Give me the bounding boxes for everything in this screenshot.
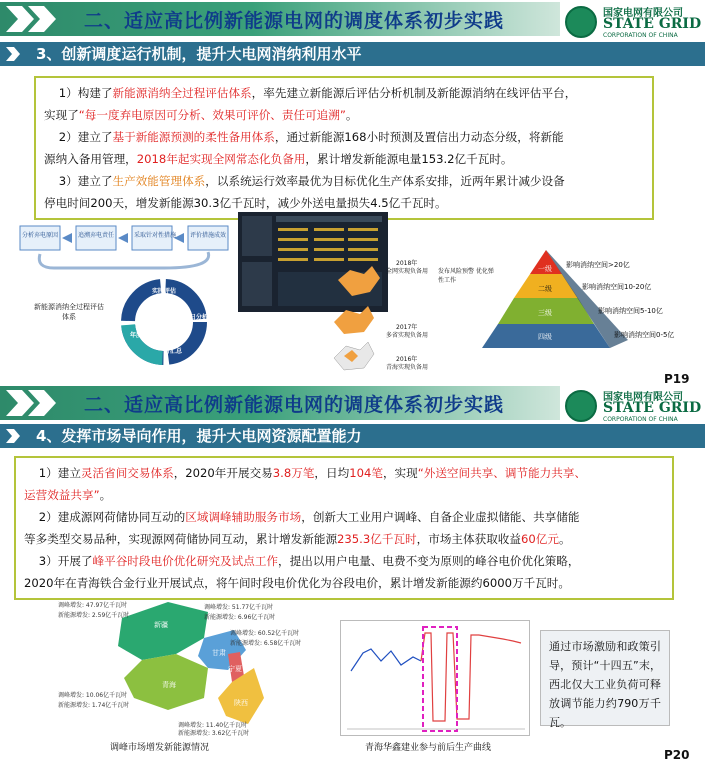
slide1-para2: 2）建立了基于新能源预测的柔性备用体系，通过新能源168小时预测及置信出力动态分级，将新能 — [58, 130, 564, 144]
logo-en-text: STATE GRID — [603, 16, 702, 32]
pyramid-level-1: 一级 — [538, 265, 552, 273]
flow-step-2: 追溯弃电责任 — [78, 232, 115, 239]
logo-en-text: STATE GRID — [603, 400, 702, 416]
year-2017: 2017年 — [396, 324, 418, 331]
year-2016: 2016年 — [396, 356, 418, 363]
slide1-para1: 1）构建了新能源消纳全过程评估体系，率先建立新能源后评估分析机制及新能源消纳在线评估平台， — [58, 86, 577, 100]
slide1-para3: 3）建立了生产效能管理体系，以系统运行效率最优为目标优化生产体系安排，近两年累计减少设备 — [58, 174, 565, 188]
market-note-box: 通过市场激励和政策引导，预计“十四五”末，西北仅大工业负荷可释放调节能力约790万千瓦。 — [540, 630, 670, 726]
production-curve-chart — [340, 620, 530, 736]
pyramid-note: 发布风险预警 优化弹性工作 — [438, 268, 494, 284]
year-2017-label: 多省实现负备用 — [386, 332, 429, 339]
section-chevron-icon — [6, 47, 28, 61]
risk-pyramid — [438, 244, 708, 356]
map-stat-9: 调峰增发: 11.40亿千瓦时 — [178, 722, 248, 729]
curve-caption: 青海华鑫建业参与前后生产曲线 — [365, 743, 492, 753]
region-ningxia: 宁夏 — [228, 665, 242, 673]
map-stat-2: 新能源增发: 2.59亿千瓦时 — [58, 612, 130, 619]
pyramid-level-4: 四级 — [538, 333, 552, 341]
logo-cn-text: 国家电网有限公司 — [603, 392, 683, 403]
slide1-text-box: 1）构建了新能源消纳全过程评估体系，率先建立新能源后评估分析机制及新能源消纳在线评估平台， 实现了“每一度弃电原因可分析、效果可评价、责任可追溯”。 2）建立了基于新能源预测的柔性备用体系，通过新能源168小时预测及置信出力动态分级，将新能 源纳入备用管理，2018年起实现全网常态化负备用，累计增发新能源电量153.2亿千瓦时。 3）建立了生产效能管理体系，以系统运行效率最优为目标优化生产体系安排，近两年累计减少设备 停电时间200天，增发新能源30.3亿千瓦时，减少外送电量损失4.5亿千瓦时。 — [34, 76, 654, 220]
year-2016-label: 青海实现负备用 — [386, 364, 429, 371]
chevron-icon — [6, 390, 64, 416]
logo-sub-text: CORPORATION OF CHINA — [603, 416, 678, 423]
backup-maps — [330, 252, 440, 372]
cycle-caption: 新能源消纳全过程评估体系 — [34, 303, 104, 321]
pyramid-level-2: 二级 — [538, 285, 552, 293]
map-stat-3: 调峰增发: 51.77亿千瓦时 — [204, 604, 274, 611]
state-grid-emblem-icon — [565, 6, 597, 38]
region-shaanxi: 陕西 — [234, 699, 248, 707]
assessment-flow-diagram — [14, 222, 234, 372]
slide2-title-bar — [0, 386, 560, 420]
slide2-para2: 2）建成源网荷储协同互动的区域调峰辅助服务市场，创新大工业用户调峰、自备企业虚拟储能、共享储能 — [38, 510, 580, 524]
cycle-item-3: 月汇总 — [164, 348, 183, 355]
map-stat-10: 新能源增发: 3.62亿千瓦时 — [178, 730, 250, 737]
map-stat-6: 新能源增发: 6.58亿千瓦时 — [230, 640, 302, 647]
logo-sub-text: CORPORATION OF CHINA — [603, 32, 678, 39]
slide2-para1: 1）建立灵活省间交易体系，2020年开展交易3.8万笔，日均104笔，实现“外送空间共享、调节能力共享、 — [38, 466, 587, 480]
state-grid-logo — [565, 2, 705, 42]
slide2-title: 二、适应高比例新能源电网的调度体系初步实践 — [84, 394, 505, 416]
cycle-item-4: 年度 — [130, 332, 143, 339]
pyramid-label-2: 影响消纳空间10-20亿 — [582, 283, 652, 291]
year-2018: 2018年 — [396, 260, 418, 267]
slide1-title: 二、适应高比例新能源电网的调度体系初步实践 — [84, 10, 505, 32]
pyramid-label-1: 影响消纳空间>20亿 — [566, 261, 630, 269]
northwest-market-map — [58, 598, 302, 738]
flow-step-1: 分析弃电原因 — [22, 232, 59, 239]
map-stat-8: 新能源增发: 1.74亿千瓦时 — [58, 702, 130, 709]
pyramid-level-3: 三级 — [538, 309, 552, 317]
region-gansu: 甘肃 — [212, 649, 226, 657]
region-xinjiang: 新疆 — [154, 621, 168, 629]
region-qinghai: 青海 — [162, 681, 176, 689]
chevron-icon — [6, 6, 64, 32]
map-stat-1: 调峰增发: 47.97亿千瓦时 — [58, 602, 128, 609]
state-grid-emblem-icon — [565, 390, 597, 422]
slide2-para3: 3）开展了峰平谷时段电价优化研究及试点工作，提出以用户电量、电费不变为原则的峰谷电价优化策略， — [38, 554, 580, 568]
section-chevron-icon — [6, 429, 28, 443]
slide1-title-bar — [0, 2, 560, 36]
slide2-text-box: 1）建立灵活省间交易体系，2020年开展交易3.8万笔，日均104笔，实现“外送空间共享、调节能力共享、 运营效益共享”。 2）建成源网荷储协同互动的区域调峰辅助服务市场，创新大工业用户调峰、自备企业虚拟储能、共享储能 等多类型交易品种，实现源网荷储协同互动，累计增发新能源235.3亿千瓦时，市场主体获取收益60亿元。 3）开展了峰平谷时段电价优化研究及试点工作，提出以用户电量、电费不变为原则的峰谷电价优化策略， 2020年在青海铁合金行业开展试点，将午间时段电价优化为谷段电价，累计增发新能源约6000万千瓦时。 — [14, 456, 674, 600]
cycle-item-2: 日分析 — [190, 314, 209, 321]
slide2-section-header — [0, 424, 705, 448]
year-2018-label: 全网实现负备用 — [386, 268, 429, 275]
map-stat-5: 调峰增发: 60.52亿千瓦时 — [230, 630, 300, 637]
pyramid-label-4: 影响消纳空间0-5亿 — [614, 331, 675, 339]
page-number-p20: P20 — [664, 748, 690, 762]
map-stat-4: 新能源增发: 6.96亿千瓦时 — [204, 614, 276, 621]
slide1-section-title: 3、创新调度运行机制，提升大电网消纳利用水平 — [36, 45, 362, 63]
cycle-item-1: 实时评估 — [152, 288, 177, 295]
logo-cn-text: 国家电网有限公司 — [603, 8, 683, 19]
map-caption: 调峰市场增发新能源情况 — [110, 743, 210, 753]
state-grid-logo — [565, 386, 705, 426]
page-number-p19: P19 — [664, 372, 690, 386]
flow-step-3: 采取针对性措施 — [134, 232, 177, 239]
flow-step-4: 评价措施成效 — [190, 232, 227, 239]
slide2-section-title: 4、发挥市场导向作用，提升大电网资源配置能力 — [36, 427, 362, 445]
slide1-section-header — [0, 42, 705, 66]
map-stat-7: 调峰增发: 10.06亿千瓦时 — [58, 692, 128, 699]
pyramid-label-3: 影响消纳空间5-10亿 — [598, 307, 663, 315]
